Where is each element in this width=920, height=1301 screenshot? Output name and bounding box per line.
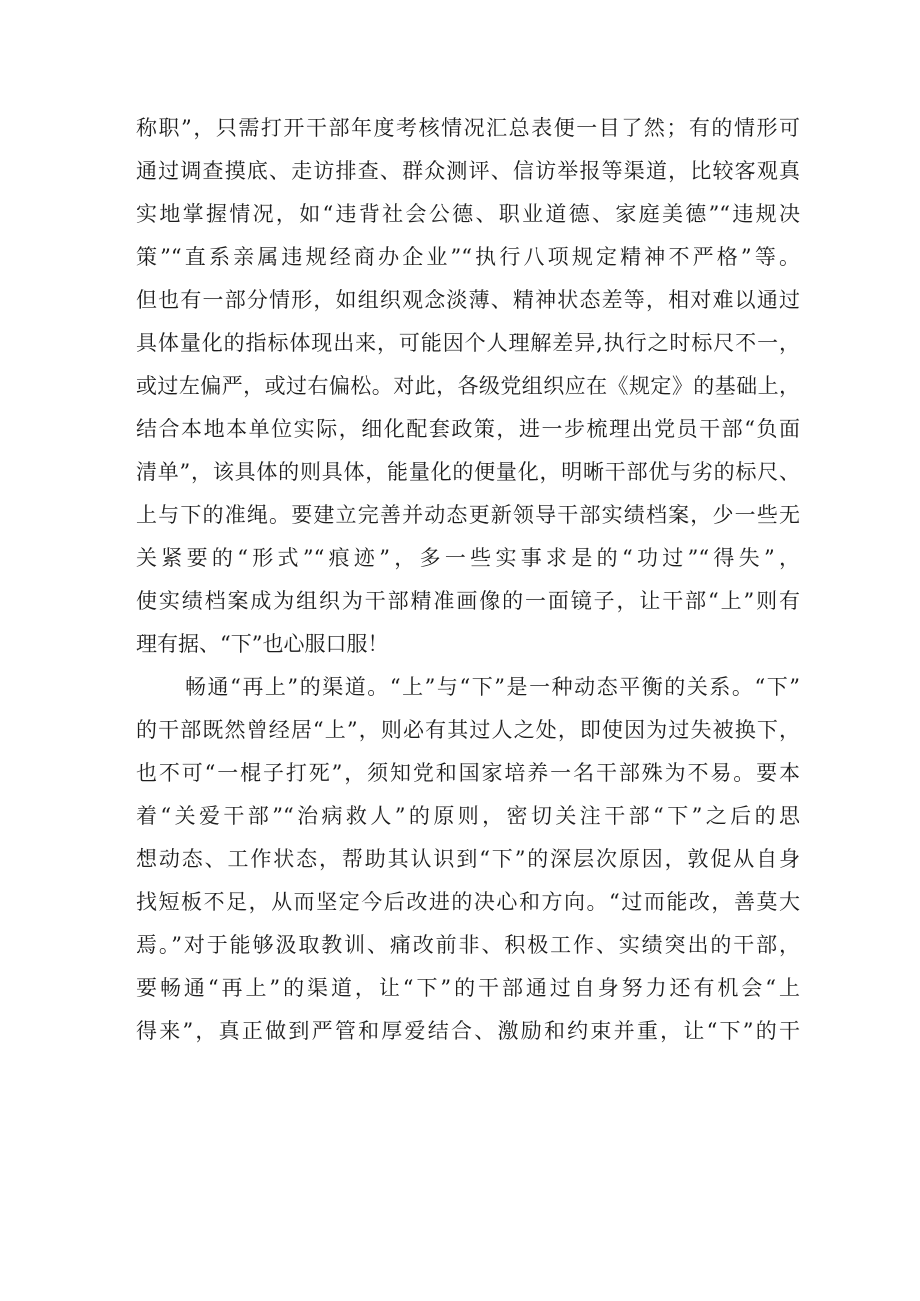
paragraph-line: 也不可“一棍子打死”，须知党和国家培养一名干部殊为不易。要本: [136, 761, 800, 785]
paragraph-line: 使实绩档案成为组织为干部精准画像的一面镜子，让干部“上”则有: [136, 589, 800, 613]
paragraph-line: 具体量化的指标体现出来，可能因个人理解差异,执行之时标尺不一，: [136, 331, 800, 355]
paragraph-line: 但也有一部分情形，如组织观念淡薄、精神状态差等，相对难以通过: [136, 288, 800, 312]
paragraph-line: 要畅通“再上”的渠道，让“下”的干部通过自身努力还有机会“上: [136, 976, 800, 1000]
paragraph-line: 得来”，真正做到严管和厚爱结合、激励和约束并重，让“下”的干: [136, 1019, 800, 1043]
paragraph-line: 称职”，只需打开干部年度考核情况汇总表便一目了然；有的情形可: [136, 116, 800, 140]
paragraph-line: 或过左偏严，或过右偏松。对此，各级党组织应在《规定》的基础上，: [136, 374, 800, 398]
paragraph-line-last: 理有据、“下”也心服口服！: [136, 632, 389, 656]
paragraph-line: 焉。”对于能够汲取教训、痛改前非、积极工作、实绩突出的干部，: [136, 933, 800, 957]
paragraph-line: 想动态、工作状态，帮助其认识到“下”的深层次原因，敦促从自身: [136, 847, 800, 871]
paragraph-line: 清单”，该具体的则具体，能量化的便量化，明晰干部优与劣的标尺、: [136, 460, 800, 484]
paragraph-line: 实地掌握情况，如“违背社会公德、职业道德、家庭美德”“违规决: [136, 202, 800, 226]
paragraph-line: 策”“直系亲属违规经商办企业”“执行八项规定精神不严格”等。: [136, 245, 800, 269]
paragraph-line: 着“关爱干部”“治病救人”的原则，密切关注干部“下”之后的思: [136, 804, 800, 828]
paragraph-line: 的干部既然曾经居“上”，则必有其过人之处，即使因为过失被换下，: [136, 718, 800, 742]
paragraph-line: 关紧要的“形式”“痕迹”，多一些实事求是的“功过”“得失”，: [136, 546, 800, 570]
paragraph-first-line: 畅通“再上”的渠道。“上”与“下”是一种动态平衡的关系。“下”: [185, 675, 800, 699]
paragraph-line: 通过调查摸底、走访排查、群众测评、信访举报等渠道，比较客观真: [136, 159, 800, 183]
paragraph-line: 找短板不足，从而坚定今后改进的决心和方向。“过而能改，善莫大: [136, 890, 800, 914]
paragraph-line: 结合本地本单位实际，细化配套政策，进一步梳理出党员干部“负面: [136, 417, 800, 441]
paragraph-line: 上与下的准绳。要建立完善并动态更新领导干部实绩档案，少一些无: [136, 503, 800, 527]
